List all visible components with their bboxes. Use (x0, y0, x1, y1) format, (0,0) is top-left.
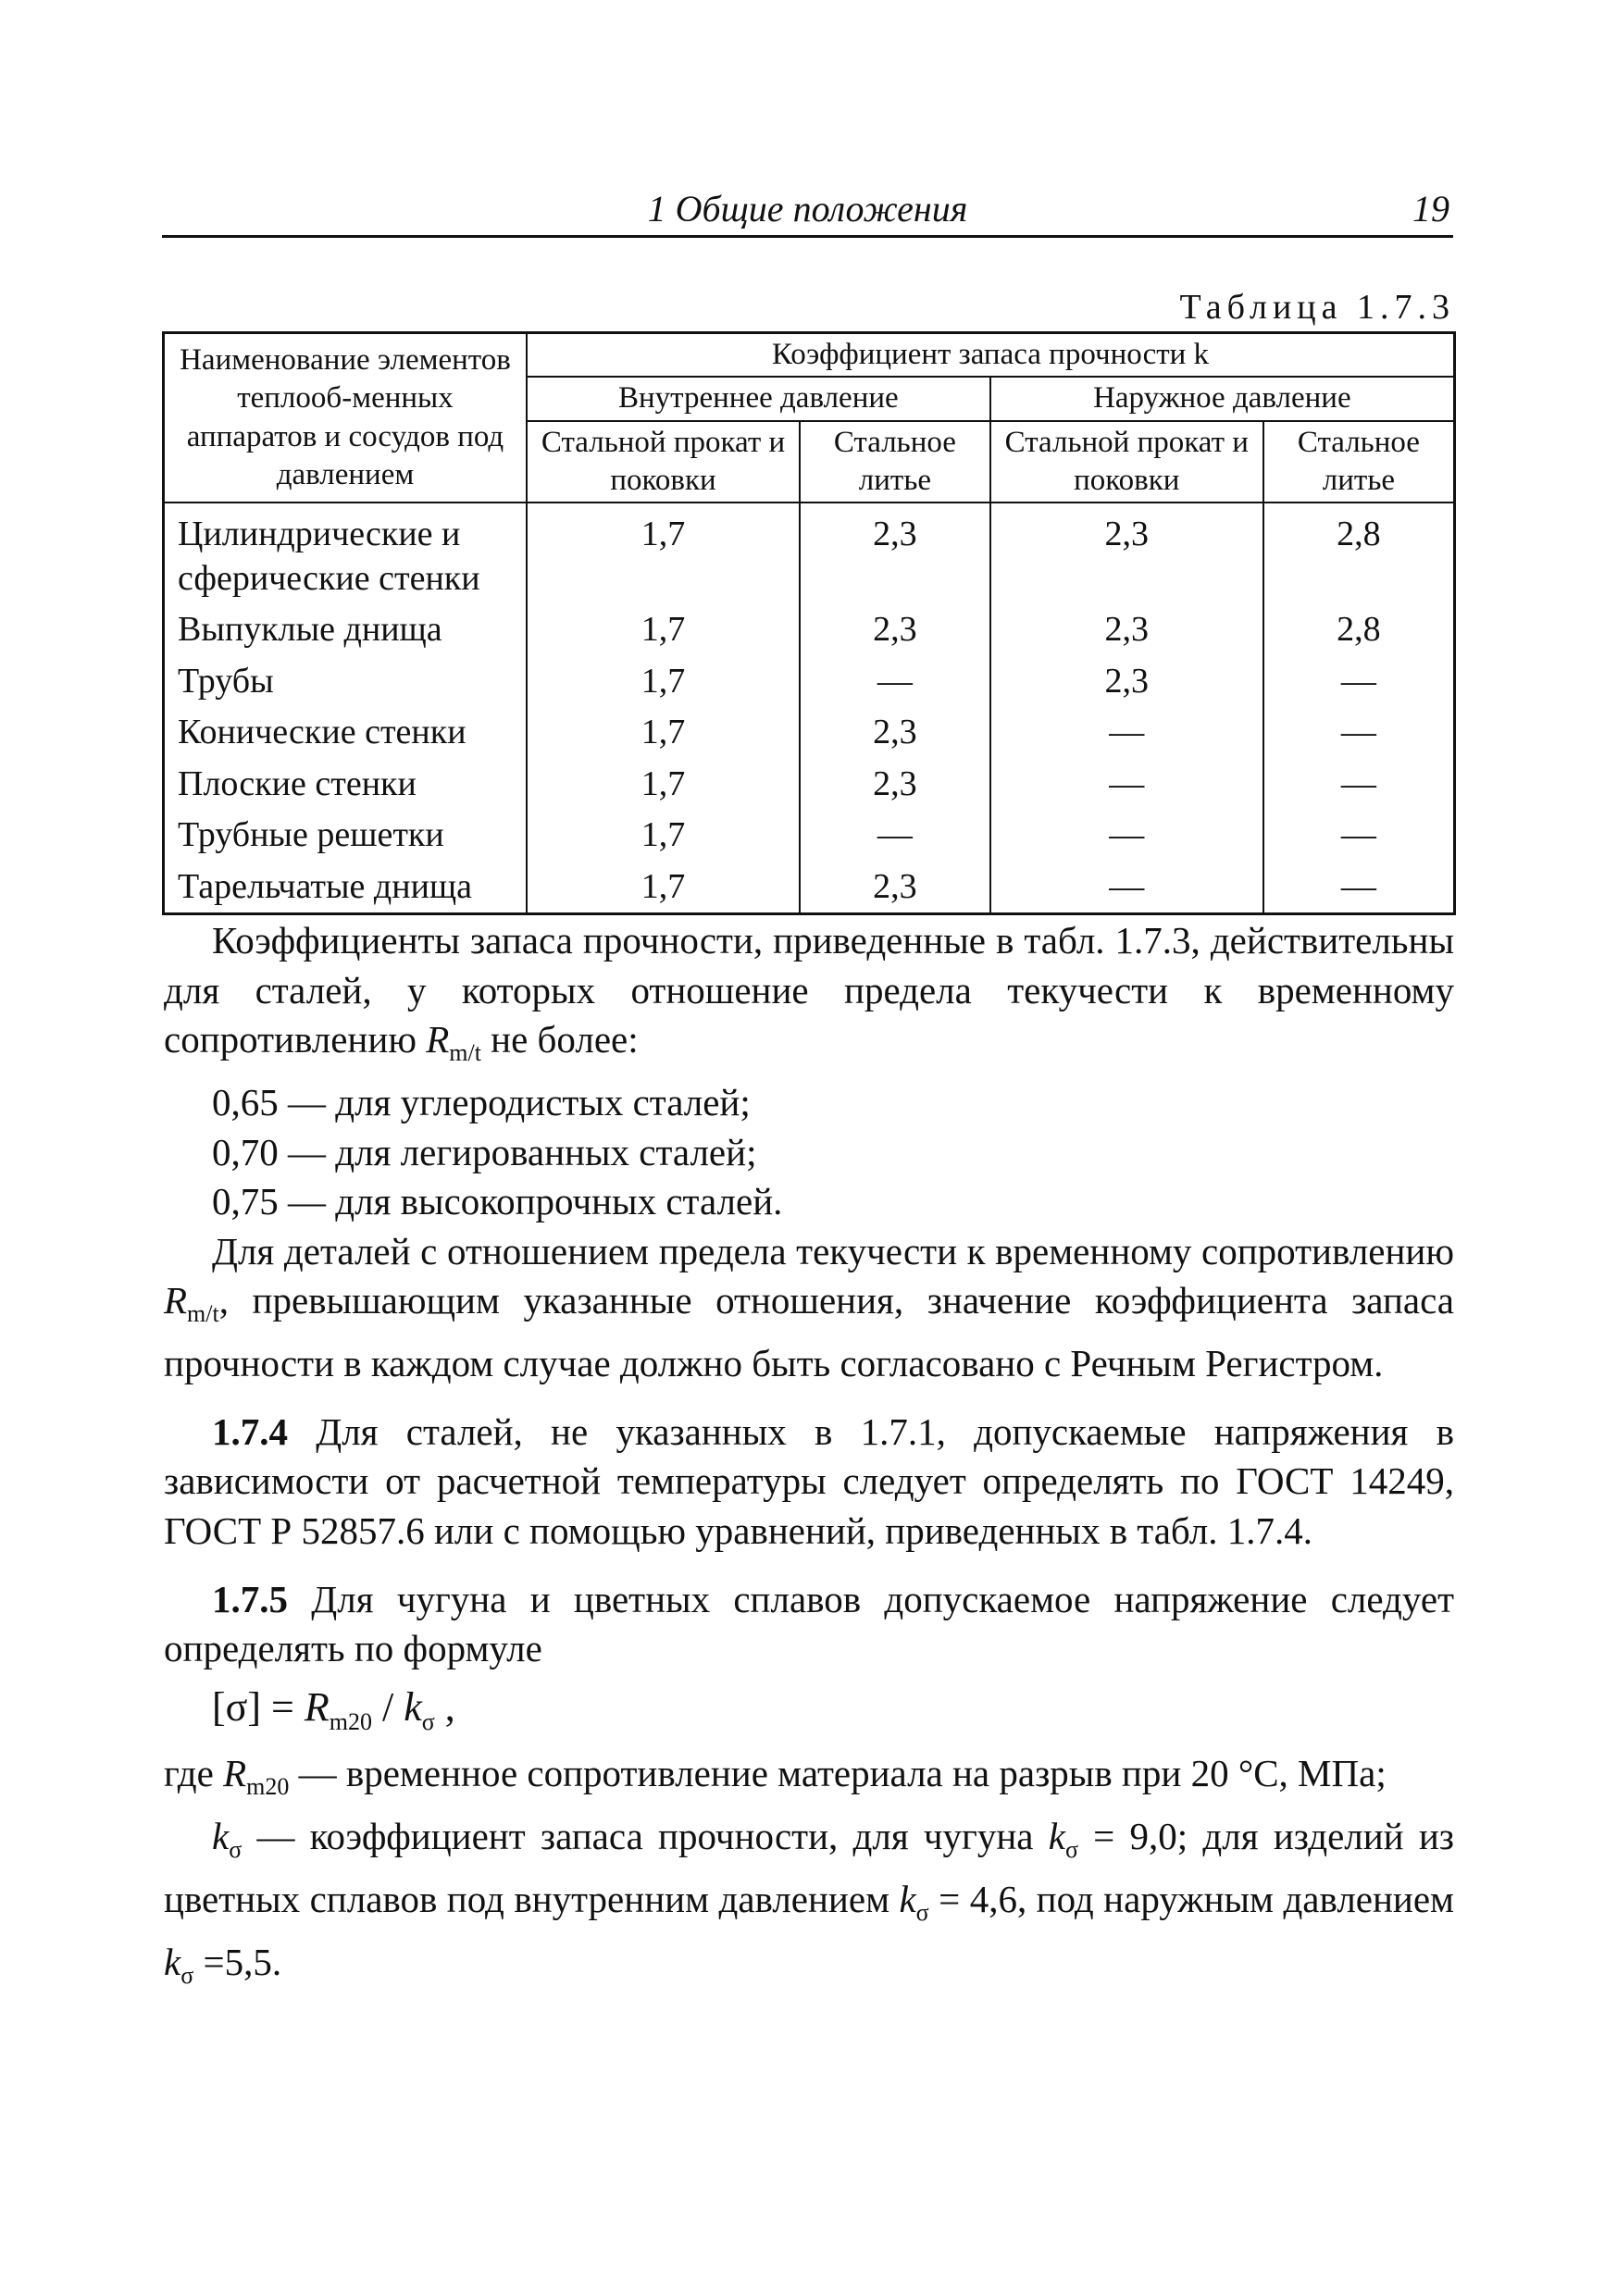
page-number: 19 (1412, 188, 1449, 230)
header-internal-pressure: Внутреннее давление (527, 377, 990, 420)
header-rolled-internal: Стальной прокат и поковки (527, 421, 800, 503)
formula-part: , (434, 1683, 455, 1730)
body-text (164, 916, 1454, 2001)
table-cell: — (990, 862, 1263, 914)
formula-part: [σ] = (212, 1683, 305, 1730)
subscript: m/t (449, 1039, 481, 1067)
row-name: Выпуклые днища (164, 604, 527, 656)
table-cell: 2,3 (990, 503, 1263, 604)
safety-factor-table (162, 331, 1456, 915)
row-name: Плоские стенки (164, 759, 527, 811)
text-run: — коэффициент запаса прочности, для чугуна (242, 1815, 1049, 1858)
table-row (164, 707, 1455, 759)
formula-subscript: σ (421, 1707, 435, 1735)
table-cell: — (800, 810, 990, 862)
symbol: k (899, 1878, 916, 1921)
header-cast-internal: Стальное литье (800, 421, 990, 503)
table-row (164, 759, 1455, 811)
paragraph (164, 1227, 1454, 1389)
section-1-7-5 (164, 1575, 1454, 1674)
table-row (164, 656, 1455, 708)
formula (164, 1680, 1454, 1750)
symbol: R (426, 1018, 450, 1061)
table-cell: 2,3 (800, 503, 990, 604)
where-clause (164, 1812, 1454, 2000)
section-1-7-4 (164, 1408, 1454, 1557)
text-run: =5,5. (193, 1940, 282, 1983)
table-cell: 2,3 (800, 862, 990, 914)
row-name: Трубы (164, 656, 527, 708)
text-run: , превышающим указанные отношения, значение коэффициента запаса прочности в каждом случае должно быть согласовано с Речным Регистром. (164, 1279, 1454, 1385)
header-cast-external: Стальное литье (1263, 421, 1455, 503)
list-item: 0,75 — для высокопрочных сталей. (212, 1180, 783, 1223)
table-cell: 2,8 (1263, 604, 1455, 656)
table-cell: — (800, 656, 990, 708)
table-row (164, 604, 1455, 656)
symbol: k (164, 1940, 181, 1983)
formula-part: R (304, 1683, 330, 1730)
table-cell: 2,8 (1263, 503, 1455, 604)
subscript: σ (180, 1962, 194, 1990)
table-cell: — (1263, 707, 1455, 759)
symbol: R (223, 1752, 247, 1795)
text-run: Коэффициенты запаса прочности, приведенные в табл. 1.7.3, действительны для сталей, у которых отношение предела текучести к временному сопротивлению (164, 919, 1454, 1061)
text-run: Для сталей, не указанных в 1.7.1, допускаемые напряжения в зависимости от расчетной температуры следует определять по ГОСТ 14249, ГОСТ Р 52857.6 или с помощью уравнений, приведенных в табл. 1.7.4. (164, 1409, 1454, 1552)
table-cell: 2,3 (800, 604, 990, 656)
table-cell: — (990, 759, 1263, 811)
text-run: где (164, 1752, 224, 1795)
subscript: σ (229, 1836, 243, 1864)
header-rolled-external: Стальной прокат и поковки (990, 421, 1263, 503)
subscript: σ (915, 1899, 929, 1927)
table-row (164, 503, 1455, 604)
formula-part: k (404, 1683, 422, 1730)
table-cell: 1,7 (527, 503, 800, 604)
running-title: 1 Общие положения (647, 188, 968, 230)
table-cell: — (990, 810, 1263, 862)
where-clause (164, 1749, 1454, 1812)
running-header (162, 183, 1453, 238)
table-cell: — (1263, 759, 1455, 811)
formula-part: / (371, 1683, 404, 1730)
formula-subscript: m20 (329, 1707, 372, 1735)
table-cell: 1,7 (527, 656, 800, 708)
table-cell: 2,3 (990, 604, 1263, 656)
table-cell: 1,7 (527, 810, 800, 862)
section-number: 1.7.5 (212, 1577, 288, 1620)
table-cell: 1,7 (527, 707, 800, 759)
list-item: 0,65 — для углеродистых сталей; (212, 1080, 751, 1123)
text-run: Для деталей с отношением предела текучести к временному сопротивлению (212, 1229, 1454, 1272)
paragraph (164, 916, 1454, 1078)
section-number: 1.7.4 (212, 1409, 288, 1453)
text-run: не более: (480, 1018, 639, 1061)
subscript: m20 (246, 1773, 290, 1801)
text-run: — временное сопротивление материала на разрыв при 20 °С, МПа; (289, 1752, 1387, 1795)
header-external-pressure: Наружное давление (990, 377, 1455, 420)
table-cell: 1,7 (527, 604, 800, 656)
table-row (164, 810, 1455, 862)
header-element-name: Наименование элементов теплооб-менных аппаратов и сосудов под давлением (164, 333, 527, 503)
table-row (164, 862, 1455, 914)
symbol: k (1048, 1815, 1065, 1858)
table-cell: 1,7 (527, 862, 800, 914)
symbol: k (212, 1815, 230, 1858)
table-cell: — (1263, 862, 1455, 914)
text-run: Для чугуна и цветных сплавов допускаемое напряжение следует определять по формуле (164, 1577, 1454, 1670)
row-name: Тарельчатые днища (164, 862, 527, 914)
table-cell: 1,7 (527, 759, 800, 811)
row-name: Трубные решетки (164, 810, 527, 862)
row-name: Конические стенки (164, 707, 527, 759)
header-coefficient: Коэффициент запаса прочности k (527, 333, 1455, 378)
subscript: m/t (187, 1300, 219, 1328)
symbol: R (164, 1279, 188, 1322)
table-cell: — (990, 707, 1263, 759)
table-cell: 2,3 (800, 707, 990, 759)
list-item: 0,70 — для легированных сталей; (212, 1130, 757, 1173)
row-name: Цилиндрические и сферические стенки (164, 503, 527, 604)
subscript: σ (1064, 1836, 1078, 1864)
text-run: = 9,0; для изделий из цветных сплавов под внутренним давлением (164, 1815, 1454, 1921)
table-cell: — (1263, 656, 1455, 708)
text-run: = 4,6, под наружным давлением (928, 1878, 1455, 1921)
table-cell: — (1263, 810, 1455, 862)
table-cell: 2,3 (800, 759, 990, 811)
table-caption: Таблица 1.7.3 (1179, 288, 1455, 327)
table-cell: 2,3 (990, 656, 1263, 708)
